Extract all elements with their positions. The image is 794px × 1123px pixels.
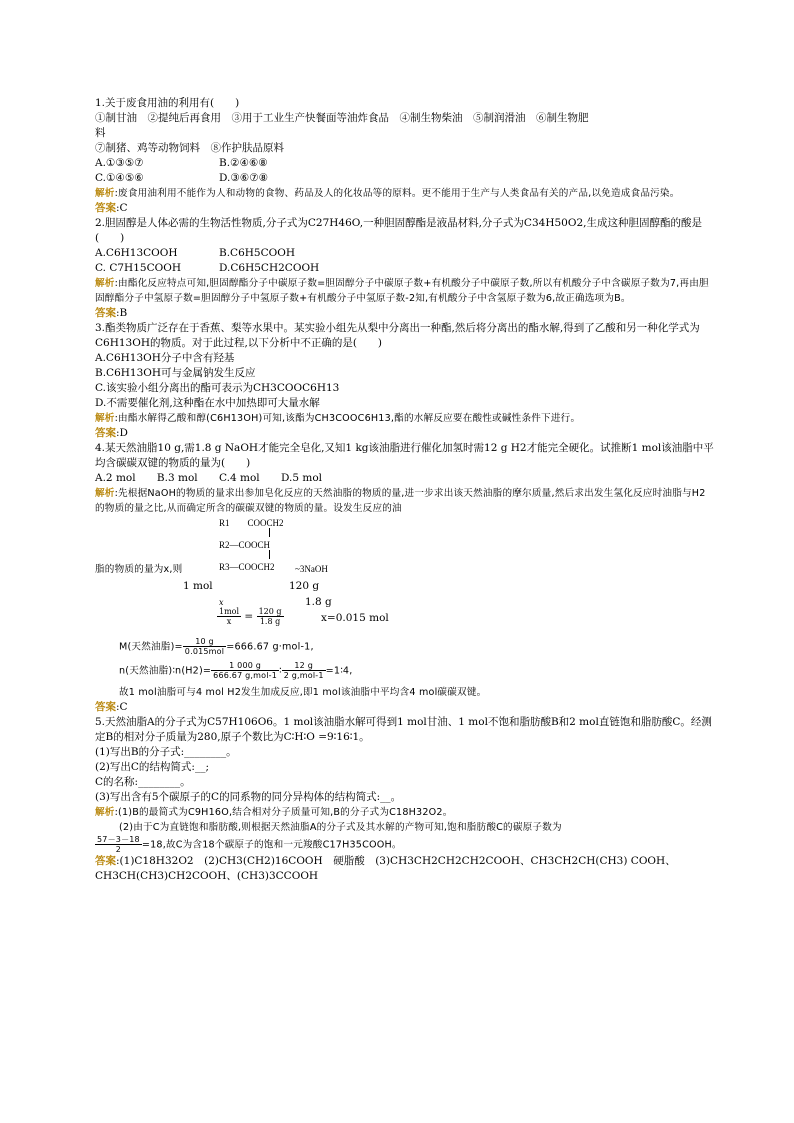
- option-c: C.该实验小组分离出的酯可表示为CH3COOC6H13: [95, 382, 340, 394]
- question-stem: 1.关于废食用油的利用有( ): [95, 97, 240, 109]
- explanation-label: 解析: [95, 188, 115, 199]
- explanation-label: 解析: [95, 413, 115, 424]
- option-b: B.3 mol: [156, 472, 198, 484]
- calc-x: x: [219, 598, 224, 607]
- explanation-label: 解析: [95, 488, 115, 499]
- answer: 答案:(1)C18H32O2 (2)CH3(CH2)16COOH 硬脂酸 (3)CH3CH2CH2CH2COOH、CH3CH2CH(CH3) COOH、CH3CH(CH3)CH2COOH、(CH3)3CCOOH: [95, 855, 676, 882]
- bond-line: [269, 550, 270, 559]
- calc-1mol: 1 mol: [183, 580, 213, 592]
- struct-line-1: R1 COOCH2: [219, 518, 284, 528]
- question-3: [95, 321, 715, 441]
- answer: 答案:C: [95, 701, 128, 713]
- explanation: 解析:由酯水解得乙酸和醇(C6H13OH)可知,该酯为CH3COOC6H13,酯的水解反应要在酸性或碱性条件下进行。: [95, 413, 581, 424]
- question-1: [95, 96, 715, 216]
- option-c: C. C7H15COOH: [95, 262, 181, 274]
- mole-ratio-line: n(天然油脂)∶n(H2)= $\frac{1 000 g}{\text{666.67 g,mol-1}}$ ∶ $\frac{12 g}{\text{2 g,mol-1}}$ =1∶4,: [119, 661, 353, 680]
- struct-line-2: R2—COOCH: [219, 540, 271, 550]
- option-d: D.③⑥⑦⑧: [219, 172, 269, 184]
- answer: 答案:C: [95, 202, 128, 214]
- sub-question-2b: C的名称:________。: [95, 776, 191, 788]
- question-stem: 4.某天然油脂10 g,需1.8 g NaOH才能完全皂化,又知1 kg该油脂进行催化加氢时需12 g H2才能完全硬化。试推断1 mol该油脂中平均含碳碳双键的物质的量为( ): [95, 442, 714, 469]
- sub-question-3: (3)写出含有5个碳原子的C的同系物的同分异构体的结构简式:__。: [95, 791, 402, 803]
- calc-result: x=0.015 mol: [321, 612, 389, 624]
- answer-label: 答案: [95, 855, 116, 867]
- calculation: [95, 577, 715, 685]
- option-c: C.4 mol: [218, 472, 260, 484]
- calc-120g: 120 g: [289, 580, 320, 592]
- option-b: B.C6H13OH可与金属钠发生反应: [95, 367, 256, 379]
- question-2: [95, 216, 715, 321]
- explanation: 解析:废食用油利用不能作为人和动物的食物、药品及人的化妆品等的原料。更不能用于生产与人类食品有关的产品,以免造成食品污染。: [95, 188, 680, 199]
- answer-label: 答案: [95, 307, 116, 319]
- option-d: D.5 mol: [280, 472, 323, 484]
- option-c: C.①④⑤⑥: [95, 172, 144, 184]
- struct-line-3: R3—COOCH2: [219, 562, 275, 572]
- explanation-fraction-line: $\frac{57-3-18}{2}$ =18,故C为含18个碳原子的饱和一元羧酸C17H35COOH。: [97, 835, 402, 854]
- explanation: 解析:(1)B的最简式为C9H16O,结合相对分子质量可知,B的分子式为C18H32O2。: [95, 807, 453, 818]
- sub-question-2: (2)写出C的结构简式:__;: [95, 761, 209, 773]
- document-page: [95, 96, 715, 884]
- question-5: [95, 715, 715, 884]
- explanation-label: 解析: [95, 807, 115, 818]
- triglyceride-structure: [219, 516, 715, 578]
- option-a: A.C6H13OH分子中含有羟基: [95, 352, 235, 364]
- sub-question-1: (1)写出B的分子式:________。: [95, 746, 237, 758]
- options-row: [95, 261, 715, 276]
- explanation-cont: 脂的物质的量为x,则: [95, 564, 183, 575]
- answer-label: 答案: [95, 427, 116, 439]
- option-d: D.C6H5CH2COOH: [219, 262, 320, 274]
- item-list-cont: 料: [95, 127, 106, 139]
- explanation: 解析:由酯化反应特点可知,胆固醇酯分子中碳原子数=胆固醇分子中碳原子数+有机酸分子中碳原子数,所以有机酸分子中含碳原子数为7,再由胆固醇酯分子中氢原子数=胆固醇分子中氢原子数+有机酸分子中氢原子数-2知,有机酸分子中含氢原子数为6,故正确选项为B。: [95, 278, 709, 304]
- naoh-ratio: ~3NaOH: [295, 564, 328, 574]
- calc-18g: 1.8 g: [305, 596, 332, 608]
- option-d: D.不需要催化剂,这种酯在水中加热即可大量水解: [95, 397, 320, 409]
- options-row: [95, 156, 715, 171]
- options-row: [95, 246, 715, 261]
- item-list: ⑦制猪、鸡等动物饲料 ⑧作护肤品原料: [95, 142, 284, 154]
- option-b: B.②④⑥⑧: [219, 157, 268, 169]
- item-list: ①制甘油 ②提纯后再食用 ③用于工业生产快餐面等油炸食品 ④制生物柴油 ⑤制润滑油 ⑥制生物肥: [95, 112, 589, 124]
- option-a: A.①③⑤⑦: [95, 157, 144, 169]
- answer-label: 答案: [95, 701, 116, 713]
- options-row: [95, 171, 715, 186]
- answer-label: 答案: [95, 202, 116, 214]
- question-4: [95, 441, 715, 715]
- explanation: 解析:先根据NaOH的物质的量求出参加皂化反应的天然油脂的物质的量,进一步求出该天然油脂的摩尔质量,然后求出发生氢化反应时油脂与H2的物质的量之比,从而确定所含的碳碳双键的物质的量。设发生反应的油: [95, 488, 706, 514]
- question-stem: 5.天然油脂A的分子式为C57H106O6。1 mol该油脂水解可得到1 mol甘油、1 mol不饱和脂肪酸B和2 mol直链饱和脂肪酸C。经测定B的相对分子质量为280,原子个数比为C∶H∶O =9∶16∶1。: [95, 716, 712, 743]
- option-a: A.2 mol: [95, 472, 136, 484]
- answer: 答案:B: [95, 307, 128, 319]
- conclusion: 故1 mol油脂可与4 mol H2发生加成反应,即1 mol该油脂中平均含4 mol碳碳双键。: [119, 687, 487, 698]
- bond-line: [269, 528, 270, 537]
- molar-mass-line: M(天然油脂)= $\frac{10 g}{\text{0.015mol}}$ =666.67 g·mol-1,: [119, 637, 314, 656]
- ratio-equation: $\frac{\text{1mol}}{x}$ = $\frac{120 g}{1.8 g}$: [219, 607, 282, 626]
- answer: 答案:D: [95, 427, 128, 439]
- option-b: B.C6H5COOH: [219, 247, 296, 259]
- explanation-part-2: (2)由于C为直链饱和脂肪酸,则根据天然油脂A的分子式及其水解的产物可知,饱和脂肪酸C的碳原子数为: [119, 822, 562, 833]
- explanation-label: 解析: [95, 278, 115, 289]
- options-row: [95, 471, 715, 486]
- option-a: A.C6H13COOH: [95, 247, 178, 259]
- question-stem: 2.胆固醇是人体必需的生物活性物质,分子式为C27H46O,一种胆固醇酯是液晶材料,分子式为C34H50O2,生成这种胆固醇酯的酸是( ): [95, 217, 702, 244]
- question-stem: 3.酯类物质广泛存在于香蕉、梨等水果中。某实验小组先从梨中分离出一种酯,然后将分离出的酯水解,得到了乙酸和另一种化学式为C6H13OH的物质。对于此过程,以下分析中不正确的是( ): [95, 322, 700, 349]
